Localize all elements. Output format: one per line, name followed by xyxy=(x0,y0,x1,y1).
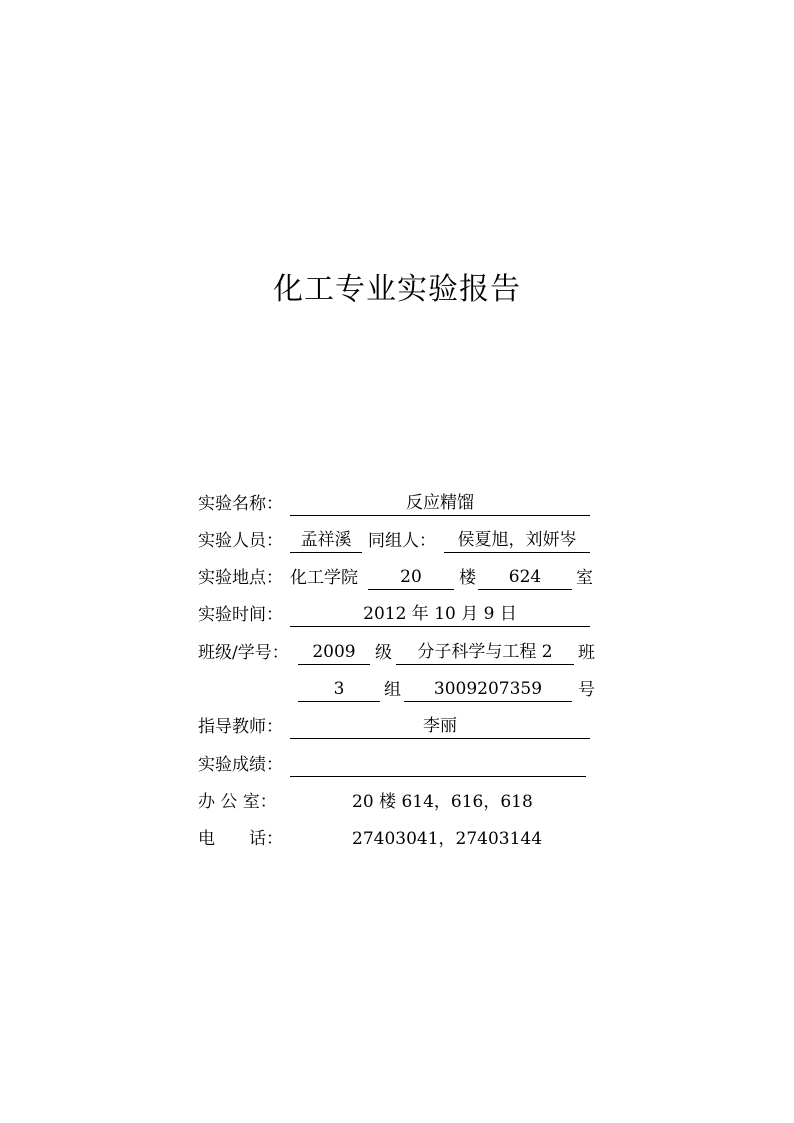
room-unit: 室 xyxy=(576,568,593,588)
experiment-name-label: 实验名称： xyxy=(198,494,283,514)
members-value: 孟祥溪 xyxy=(290,528,362,553)
teacher-row xyxy=(0,714,794,740)
student-id-value: 3009207359 xyxy=(404,677,572,702)
group-members-label: 同组人： xyxy=(368,531,436,551)
experiment-time-row xyxy=(0,602,794,628)
experiment-members-row xyxy=(0,528,794,554)
group-unit: 组 xyxy=(384,680,401,700)
teacher-label: 指导教师： xyxy=(198,717,283,737)
office-row xyxy=(0,789,794,815)
grade-value: 2009 xyxy=(298,640,370,665)
phone-row xyxy=(0,826,794,852)
office-label: 办 公 室： xyxy=(198,792,277,812)
group-number-value: 3 xyxy=(298,677,380,702)
time-value: 2012 年 10 月 9 日 xyxy=(290,602,590,627)
score-row xyxy=(0,752,794,778)
building-unit: 楼 xyxy=(459,568,476,588)
phone-label: 电 话： xyxy=(198,829,283,849)
class-unit: 班 xyxy=(578,643,595,663)
score-value xyxy=(290,752,586,777)
building-number: 20 xyxy=(368,565,454,590)
office-value: 20 楼 614，616，618 xyxy=(352,792,533,812)
members-label: 实验人员： xyxy=(198,531,283,551)
group-members-value: 侯夏旭，刘妍岑 xyxy=(444,528,590,553)
phone-value: 27403041，27403144 xyxy=(352,829,543,849)
group-id-row xyxy=(0,677,794,703)
class-id-row xyxy=(0,640,794,666)
major-value: 分子科学与工程 2 xyxy=(396,640,574,665)
grade-unit: 级 xyxy=(375,643,392,663)
room-number: 624 xyxy=(478,565,572,590)
time-label: 实验时间： xyxy=(198,605,283,625)
experiment-location-row xyxy=(0,565,794,591)
teacher-value: 李丽 xyxy=(290,714,590,739)
score-label: 实验成绩： xyxy=(198,755,283,775)
location-label: 实验地点： xyxy=(198,568,283,588)
id-unit: 号 xyxy=(578,680,595,700)
experiment-name-value: 反应精馏 xyxy=(290,491,590,516)
experiment-name-row xyxy=(0,491,794,517)
report-title: 化工专业实验报告 xyxy=(273,272,521,307)
class-id-label: 班级/学号： xyxy=(198,643,289,663)
location-prefix: 化工学院 xyxy=(290,568,358,588)
